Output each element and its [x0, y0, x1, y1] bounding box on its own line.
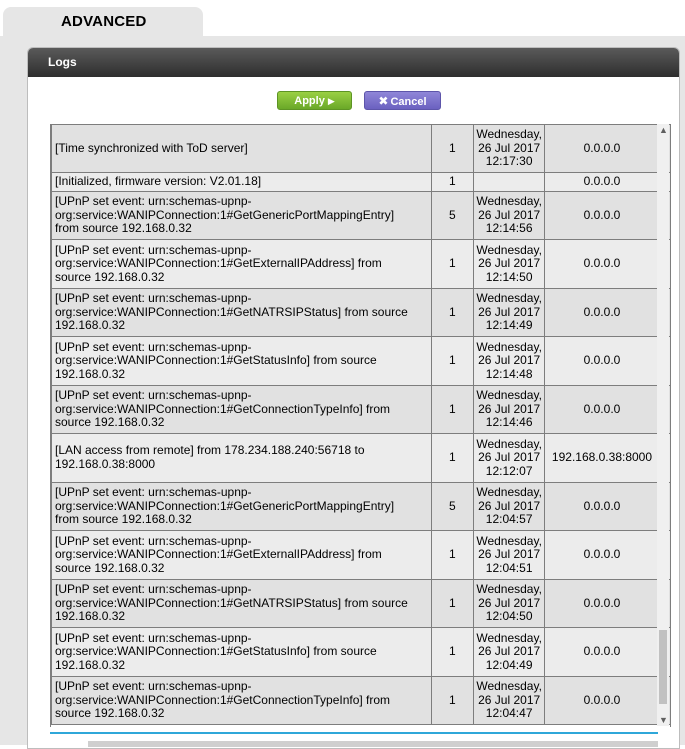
log-message-line: [UPnP set event: urn:schemas-upnp- [55, 242, 252, 257]
log-message-cell [52, 173, 432, 192]
log-time-line: Wednesday, [476, 582, 542, 597]
log-source-cell: 0.0.0.0 [545, 337, 660, 386]
panel-title: Logs [48, 55, 77, 69]
log-scrollbar[interactable] [657, 124, 669, 726]
log-message-cell [52, 125, 432, 173]
log-message-line: source 192.168.0.32 [55, 706, 165, 721]
log-time-cell [474, 173, 545, 192]
log-time-line: Wednesday, [476, 388, 542, 403]
log-time-cell [474, 289, 545, 337]
log-message-line: source 192.168.0.32 [55, 560, 165, 575]
log-time-line: 26 Jul 2017 [478, 401, 541, 416]
log-message-line: org:service:WANIPConnection:1#GetExternalIPAddress] from [55, 547, 382, 562]
log-time-line: 26 Jul 2017 [478, 692, 541, 707]
log-message-line: 192.168.0.38:8000 [55, 457, 156, 471]
log-count-cell: 5 [431, 483, 474, 531]
scrollbar-thumb[interactable] [659, 630, 667, 704]
log-message-line: from source 192.168.0.32 [55, 221, 192, 236]
log-time-line: Wednesday, [476, 242, 542, 257]
log-message-cell [52, 677, 432, 725]
log-message-line: org:service:WANIPConnection:1#GetGenericPortMappingEntry] [55, 207, 395, 222]
log-time-line: Wednesday, [476, 436, 542, 451]
log-source-cell: 0.0.0.0 [545, 125, 660, 173]
log-source-cell: 0.0.0.0 [545, 240, 660, 289]
tab-advanced[interactable] [3, 7, 203, 39]
log-row [52, 173, 671, 192]
log-row [52, 125, 671, 173]
log-message-line: [UPnP set event: urn:schemas-upnp- [55, 630, 252, 645]
log-message-line: [UPnP set event: urn:schemas-upnp- [55, 679, 252, 694]
log-time-cell [474, 386, 545, 434]
log-row [52, 434, 671, 483]
log-time-line: 12:14:56 [485, 221, 533, 236]
log-count-cell: 1 [431, 240, 474, 289]
log-time-line: 12:04:49 [485, 657, 533, 672]
log-time-line: Wednesday, [476, 485, 542, 500]
log-time-cell [474, 240, 545, 289]
log-count-cell: 1 [431, 289, 474, 337]
x-icon: ✖ [378, 94, 389, 108]
log-message-line: [UPnP set event: urn:schemas-upnp- [55, 533, 252, 548]
cancel-button[interactable] [364, 91, 441, 110]
log-time-cell [474, 337, 545, 386]
log-message-line: org:service:WANIPConnection:1#GetGenericPortMappingEntry] [55, 498, 395, 513]
log-time-line: 26 Jul 2017 [478, 644, 541, 659]
log-message-line: 192.168.0.32 [55, 609, 126, 624]
log-message-line: [Initialized, firmware version: V2.01.18] [55, 174, 262, 189]
log-source-cell: 0.0.0.0 [545, 677, 660, 725]
log-source-cell: 0.0.0.0 [545, 173, 660, 192]
log-time-cell [474, 192, 545, 240]
log-message-line: [UPnP set event: urn:schemas-upnp- [55, 582, 252, 597]
log-time-line: Wednesday, [476, 194, 542, 209]
log-message-line: [LAN access from remote] from 178.234.188.240:56718 to [55, 443, 365, 458]
log-count-cell: 1 [431, 677, 474, 725]
divider-line [50, 732, 658, 734]
apply-label: Apply [294, 95, 325, 107]
log-time-line: 12:14:50 [485, 269, 533, 284]
log-time-line: 26 Jul 2017 [478, 304, 541, 319]
log-count-cell: 1 [431, 337, 474, 386]
log-count-cell: 1 [431, 628, 474, 677]
log-source-cell: 192.168.0.38:8000 [545, 434, 660, 483]
log-message-cell [52, 531, 432, 580]
log-table-viewport[interactable] [50, 124, 671, 727]
log-row [52, 386, 671, 434]
log-message-line: org:service:WANIPConnection:1#GetConnectionTypeInfo] from [55, 692, 391, 707]
log-source-cell: 0.0.0.0 [545, 531, 660, 580]
log-time-cell [474, 628, 545, 677]
log-count-cell: 5 [431, 192, 474, 240]
log-time-cell [474, 125, 545, 173]
log-message-cell [52, 483, 432, 531]
log-time-line: 12:17:30 [485, 154, 533, 169]
log-message-line: [UPnP set event: urn:schemas-upnp- [55, 485, 252, 500]
log-message-cell [52, 289, 432, 337]
log-time-line: 12:04:51 [485, 560, 533, 575]
log-count-cell: 1 [431, 531, 474, 580]
log-count-cell: 1 [431, 173, 474, 192]
log-row [52, 337, 671, 386]
panel-header [28, 48, 679, 77]
log-message-line: [Time synchronized with ToD server] [55, 140, 248, 155]
log-source-cell: 0.0.0.0 [545, 628, 660, 677]
log-time-line: 12:04:57 [485, 512, 533, 527]
log-message-line: [UPnP set event: urn:schemas-upnp- [55, 291, 252, 306]
log-source-cell: 0.0.0.0 [545, 192, 660, 240]
log-row [52, 192, 671, 240]
log-time-cell [474, 434, 545, 483]
log-source-cell: 0.0.0.0 [545, 483, 660, 531]
log-message-line: 192.168.0.32 [55, 366, 126, 381]
log-row [52, 677, 671, 725]
log-time-line: 12:04:50 [485, 609, 533, 624]
apply-button[interactable] [277, 91, 352, 110]
log-source-cell: 0.0.0.0 [545, 580, 660, 628]
log-time-line: Wednesday, [476, 339, 542, 354]
log-count-cell: 1 [431, 386, 474, 434]
log-message-line: source 192.168.0.32 [55, 415, 165, 430]
log-time-line: 12:14:49 [485, 318, 533, 333]
log-table [51, 124, 671, 725]
log-time-line: Wednesday, [476, 127, 542, 142]
log-count-cell: 1 [431, 580, 474, 628]
scroll-up-icon[interactable]: ▲ [659, 125, 668, 135]
log-message-line: from source 192.168.0.32 [55, 512, 192, 527]
log-time-line: 12:04:47 [485, 706, 533, 721]
log-time-line: 26 Jul 2017 [478, 353, 541, 368]
log-time-line: 26 Jul 2017 [478, 450, 541, 465]
log-message-cell [52, 628, 432, 677]
log-message-line: org:service:WANIPConnection:1#GetConnectionTypeInfo] from [55, 401, 391, 416]
log-time-line: Wednesday, [476, 291, 542, 306]
log-source-cell: 0.0.0.0 [545, 289, 660, 337]
log-row [52, 628, 671, 677]
log-message-line: source 192.168.0.32 [55, 269, 165, 284]
log-time-line: Wednesday, [476, 630, 542, 645]
tab-advanced-label: ADVANCED [61, 13, 147, 30]
log-row [52, 483, 671, 531]
log-time-line: 26 Jul 2017 [478, 140, 541, 155]
log-time-cell [474, 531, 545, 580]
log-time-line: 26 Jul 2017 [478, 207, 541, 222]
log-message-line: org:service:WANIPConnection:1#GetNATRSIPStatus] from source [55, 304, 408, 319]
log-time-line: 12:14:46 [485, 415, 533, 430]
play-triangle-icon: ▶ [327, 96, 335, 106]
log-message-cell [52, 240, 432, 289]
scroll-down-icon[interactable]: ▼ [659, 715, 668, 725]
log-message-cell [52, 434, 432, 483]
log-message-line: org:service:WANIPConnection:1#GetStatusInfo] from source [55, 644, 377, 659]
log-message-line: org:service:WANIPConnection:1#GetExternalIPAddress] from [55, 256, 382, 271]
horizontal-scrollbar[interactable] [88, 741, 658, 747]
log-time-line: Wednesday, [476, 679, 542, 694]
log-source-cell: 0.0.0.0 [545, 386, 660, 434]
log-message-line: [UPnP set event: urn:schemas-upnp- [55, 194, 252, 209]
log-message-line: 192.168.0.32 [55, 318, 126, 333]
log-time-line: 26 Jul 2017 [478, 547, 541, 562]
cancel-label: Cancel [390, 96, 427, 108]
log-time-line: 26 Jul 2017 [478, 498, 541, 513]
log-message-cell [52, 386, 432, 434]
log-message-line: [UPnP set event: urn:schemas-upnp- [55, 388, 252, 403]
log-time-line: 26 Jul 2017 [478, 256, 541, 271]
logs-panel [27, 47, 680, 749]
log-count-cell: 1 [431, 434, 474, 483]
log-message-line: 192.168.0.32 [55, 657, 126, 672]
log-time-cell [474, 580, 545, 628]
log-message-line: org:service:WANIPConnection:1#GetNATRSIPStatus] from source [55, 595, 408, 610]
log-time-line: 12:12:07 [485, 463, 533, 478]
log-time-cell [474, 677, 545, 725]
log-row [52, 531, 671, 580]
log-row [52, 240, 671, 289]
log-time-line: 12:14:48 [485, 366, 533, 381]
log-message-line: [UPnP set event: urn:schemas-upnp- [55, 339, 252, 354]
log-message-cell [52, 192, 432, 240]
log-message-cell [52, 337, 432, 386]
log-row [52, 580, 671, 628]
log-count-cell: 1 [431, 125, 474, 173]
log-time-line: Wednesday, [476, 533, 542, 548]
log-time-cell [474, 483, 545, 531]
log-time-line: 26 Jul 2017 [478, 595, 541, 610]
log-message-cell [52, 580, 432, 628]
log-row [52, 289, 671, 337]
log-message-line: org:service:WANIPConnection:1#GetStatusInfo] from source [55, 353, 377, 368]
